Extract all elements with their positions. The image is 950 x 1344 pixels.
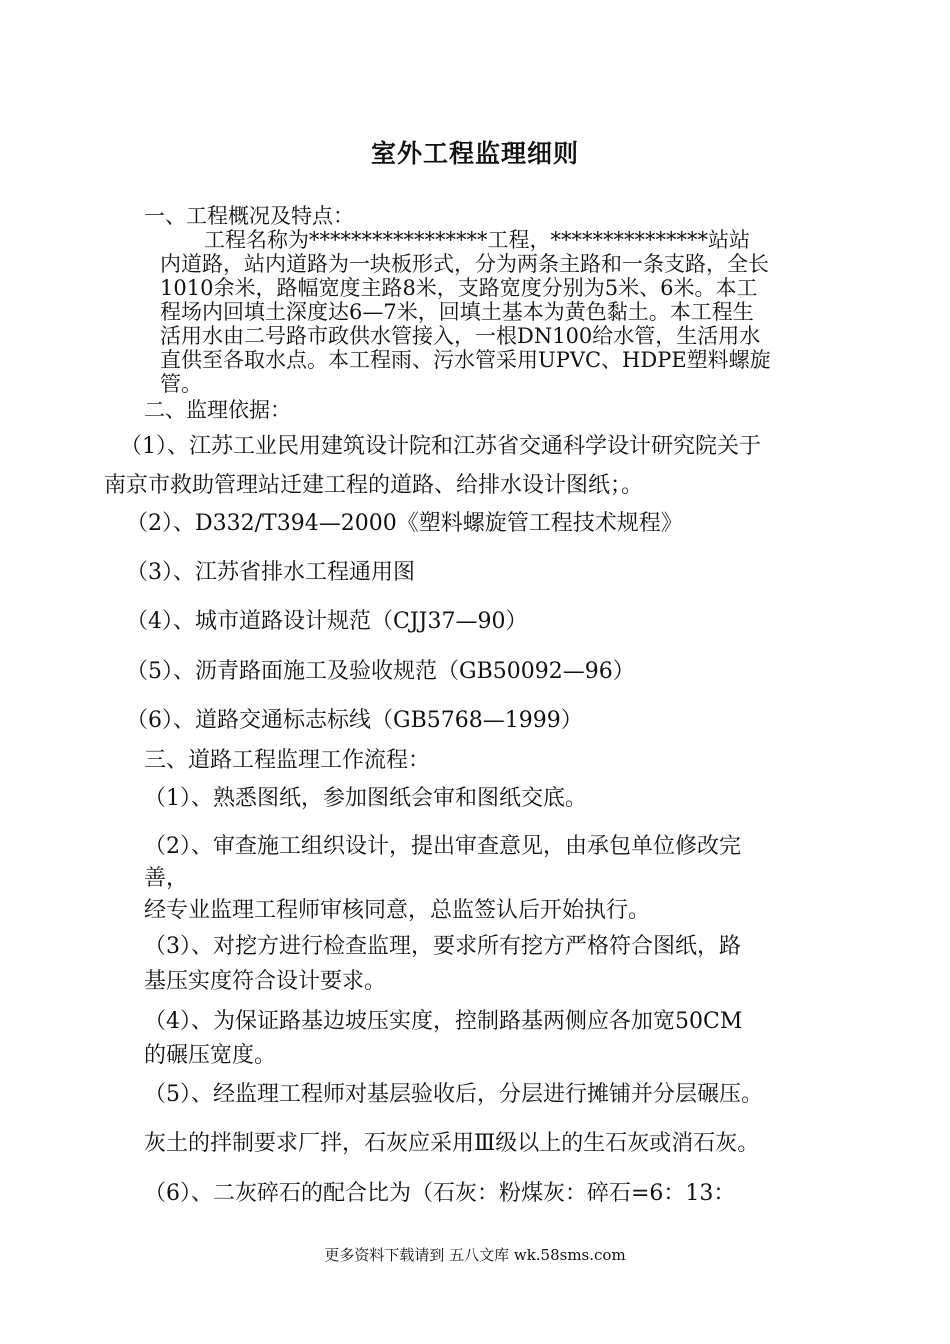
paragraph-line: 程场内回填土深度达6—7米，回填土基本为黄色黏土。本工程生 bbox=[160, 300, 754, 324]
list-item-continuation: 的碾压宽度。 bbox=[144, 1043, 277, 1068]
list-item: （1）、熟悉图纸，参加图纸会审和图纸交底。 bbox=[144, 786, 587, 811]
paragraph-line: 直供至各取水点。本工程雨、污水管采用UPVC、HDPE塑料螺旋 bbox=[160, 348, 771, 372]
section-heading-overview: 一、工程概况及特点： bbox=[144, 204, 354, 228]
section-heading-workflow: 三、道路工程监理工作流程： bbox=[144, 748, 431, 773]
paragraph-line: 1010余米，路幅宽度主路8米，支路宽度分别为5米、6米。本工 bbox=[160, 276, 758, 300]
list-item: （4）、为保证路基边坡压实度，控制路基两侧应各加宽50CM bbox=[144, 1009, 743, 1034]
document-title: 室外工程监理细则 bbox=[370, 139, 579, 168]
list-item-continuation: 基压实度符合设计要求。 bbox=[144, 969, 387, 994]
list-item-continuation: 善， bbox=[144, 866, 189, 891]
paragraph-line: 工程名称为*****************工程，***************站站 bbox=[204, 228, 750, 252]
list-item: （6）、二灰碎石的配合比为（石灰：粉煤灰：碎石=6：13： bbox=[144, 1181, 736, 1206]
list-item: （5）、沥青路面施工及验收规范（GB50092—96） bbox=[126, 659, 635, 684]
list-item: （6）、道路交通标志标线（GB5768—1999） bbox=[126, 708, 583, 733]
list-item: （1）、江苏工业民用建筑设计院和江苏省交通科学设计研究院关于 bbox=[120, 434, 761, 459]
paragraph-line: 活用水由二号路市政供水管接入，一根DN100给水管，生活用水 bbox=[160, 324, 761, 348]
paragraph-line: 内道路，站内道路为一块板形式，分为两条主路和一条支路，全长 bbox=[160, 252, 769, 276]
list-item-continuation: 南京市救助管理站迁建工程的道路、给排水设计图纸；。 bbox=[104, 473, 644, 498]
section-heading-basis: 二、监理依据： bbox=[144, 398, 291, 422]
list-item-continuation: 经专业监理工程师审核同意，总监签认后开始执行。 bbox=[144, 898, 651, 923]
list-item: （2）、D332/T394—2000《塑料螺旋管工程技术规程》 bbox=[126, 511, 683, 536]
list-item: （4）、城市道路设计规范（CJJ37—90） bbox=[126, 609, 528, 634]
list-item: （3）、江苏省排水工程通用图 bbox=[126, 560, 415, 585]
list-item: （3）、对挖方进行检查监理，要求所有挖方严格符合图纸，路 bbox=[144, 934, 741, 959]
list-item: （5）、经监理工程师对基层验收后，分层进行摊铺并分层碾压。 bbox=[144, 1082, 763, 1107]
paragraph-line: 管。 bbox=[160, 372, 202, 396]
page-footer: 更多资料下载请到 五八文库 wk.58sms.com bbox=[324, 1246, 626, 1264]
paragraph-line: 灰土的拌制要求厂拌，石灰应采用Ⅲ级以上的生石灰或消石灰。 bbox=[144, 1131, 760, 1156]
list-item: （2）、审查施工组织设计，提出审查意见，由承包单位修改完 bbox=[144, 834, 741, 859]
